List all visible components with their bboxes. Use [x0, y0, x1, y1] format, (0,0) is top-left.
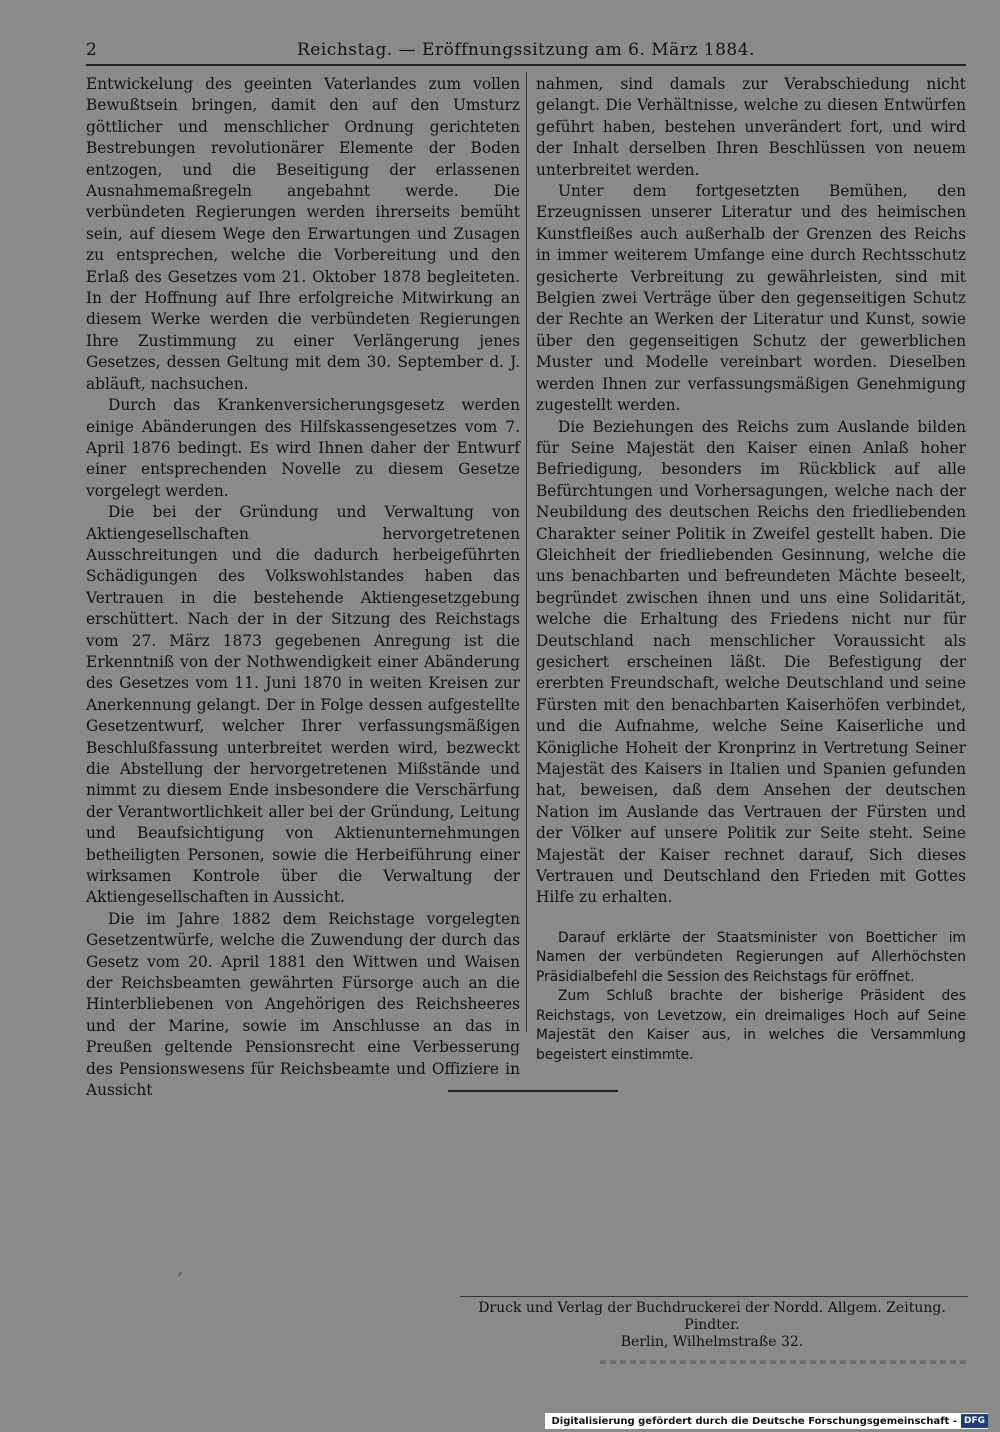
imprint	[462, 1300, 962, 1351]
imprint-rule	[460, 1296, 968, 1297]
footer-text: Digitalisierung gefördert durch die Deutsche Forschungsgemeinschaft -	[551, 1415, 957, 1427]
closing-separator	[448, 1090, 618, 1092]
paragraph: Die Beziehungen des Reichs zum Auslande bilden für Seine Majestät den Kaiser einen Anlaß hoher Befriedigung, besonders im Rückblick auf alle Befürchtungen und Vorhersagungen, welche nach der Neubildung des deutschen Reichs den friedliebenden Charakter seiner Politik in Zweifel gestellt haben. Die Gleichheit der friedliebenden Gesinnung, welche die uns benachbarten und befreundeten Mächte beseelt, begründet zwischen ihnen und uns eine Solidarität, welche die Erhaltung des Friedens nicht nur für Deutschland nach menschlicher Voraussicht als gesichert erscheinen läßt. Die Befestigung der ererbten Freundschaft, welche Deutschland und seine Fürsten mit den benachbarten Kaiserhöfen verbindet, und die Aufnahme, welche Seine Kaiserliche und Königliche Hoheit der Kronprinz in Vertretung Seiner Majestät des Kaisers in Italien und Spanien gefunden hat, beweisen, daß dem Ansehen der deutschen Nation im Auslande das Vertrauen der Fürsten und der Völker auf unsere Politik zur Seite steht. Seine Majestät der Kaiser rechnet darauf, Sich dieses Vertrauen und Deutschland den Frieden mit Gottes Hilfe zu erhalten.	[536, 417, 966, 907]
paragraph: Die bei der Gründung und Verwaltung von Aktiengesellschaften hervorgetretenen Ausschreitungen und die dadurch herbeigeführten Schädigungen des Volkswohlstandes haben das Vertrauen in die bestehende Aktiengesetzgebung erschüttert. Nach der in der Sitzung des Reichstags vom 27. März 1873 gegebenen Anregung ist die Erkenntniß von der Nothwendigkeit einer Abänderung des Gesetzes vom 11. Juni 1870 in weiten Kreisen zur Anerkennung gelangt. Der in Folge dessen aufgestellte Gesetzentwurf, welcher Ihrer verfassungsmäßigen Beschlußfassung unterbreitet werden wird, bezweckt die Abstellung der hervorgetretenen Mißstände und nimmt zu diesem Ende insbesondere die Verschärfung der Verantwortlichkeit aller bei der Gründung, Leitung und Beaufsichtigung von Aktienunternehmungen betheiligten Personen, sowie die Herbeiführung einer wirksamen Kontrole über die Verwaltung der Aktiengesellschaften in Aussicht.	[86, 503, 520, 907]
right-column	[536, 74, 966, 1065]
paragraph-proceedings: Zum Schluß brachte der bisherige Präsident des Reichstags, von Levetzow, ein dreimaliges Hoch auf Seine Majestät den Kaiser aus, in welches die Versammlung begeistert einstimmte.	[536, 988, 966, 1063]
running-title: Reichstag. — Eröffnungssitzung am 6. März 1884.	[297, 40, 755, 60]
page-number: 2	[86, 40, 97, 60]
paragraph: Unter dem fortgesetzten Bemühen, den Erzeugnissen unserer Literatur und des heimischen Kunstfleißes auch außerhalb der Grenzen des Reichs in immer weiterem Umfange eine durch Rechtsschutz gesicherte Verbreitung zu gewährleisten, sind mit Belgien zwei Verträge über den gegenseitigen Schutz der Rechte an Werken der Literatur und Kunst, sowie über den gegenseitigen Schutz der gewerblichen Muster und Modelle vereinbart worden. Dieselben werden Ihnen zur verfassungsmäßigen Genehmigung zugestellt werden.	[536, 182, 966, 415]
imprint-line: Druck und Verlag der Buchdruckerei der Nordd. Allgem. Zeitung. Pindter.	[478, 1300, 946, 1333]
imprint-line: Berlin, Wilhelmstraße 32.	[620, 1334, 804, 1350]
left-column	[86, 74, 520, 1102]
bleed-through-line	[600, 1360, 970, 1364]
paragraph: Entwickelung des geeinten Vaterlandes zum vollen Bewußtsein bringen, damit den auf den Umsturz göttlicher und menschlicher Ordnung gerichteten Bestrebungen revolutionärer Elemente der Boden entzogen, und die Beseitigung der erlassenen Ausnahmemaßregeln angebahnt werde. Die verbündeten Regierungen werden ihrerseits bemüht sein, auf diesem Wege den Erwartungen und Zusagen zu entsprechen, welche die Vorbereitung und den Erlaß des Gesetzes vom 21. Oktober 1878 begleiteten. In der Hoffnung auf Ihre erfolgreiche Mitwirkung an diesem Werke werden die verbündeten Regierungen Ihre Zustimmung zu einer Verlängerung jenes Gesetzes, dessen Geltung mit dem 30. September d. J. abläuft, nachsuchen.	[86, 75, 520, 393]
paragraph-proceedings: Darauf erklärte der Staatsminister von Boetticher im Namen der verbündeten Regierungen auf Allerhöchsten Präsidialbefehl die Session des Reichstags für eröffnet.	[536, 929, 966, 985]
paragraph: Die im Jahre 1882 dem Reichstage vorgelegten Gesetzentwürfe, welche die Zuwendung der durch das Gesetz vom 20. April 1881 den Wittwen und Waisen der Reichsbeamten gewährten Fürsorge auch an die Hinterbliebenen von Angehörigen des Reichsheeres und der Marine, sowie im Anschlusse an das in Preußen geltende Pensionsrecht eine Verbesserung des Pensionswesens für Reichsbeamte und Offiziere in Aussicht	[86, 909, 520, 1100]
paragraph: Durch das Krankenversicherungsgesetz werden einige Abänderungen des Hilfskassengesetzes vom 7. April 1876 bedingt. Es wird Ihnen daher der Entwurf einer entsprechenden Novelle zu diesem Gesetze vorgelegt werden.	[86, 396, 520, 500]
column-divider	[526, 72, 527, 1032]
paragraph: nahmen, sind damals zur Verabschiedung nicht gelangt. Die Verhältnisse, welche zu diesen Entwürfen geführt haben, bestehen unverändert fort, und wird der Inhalt derselben Ihren Beschlüssen von neuem unterbreitet werden.	[536, 75, 966, 179]
dfg-logo-icon: DFG	[961, 1414, 988, 1428]
digitization-footer	[545, 1413, 988, 1429]
stray-mark: ⸗	[178, 1266, 182, 1280]
header-rule	[86, 64, 966, 66]
